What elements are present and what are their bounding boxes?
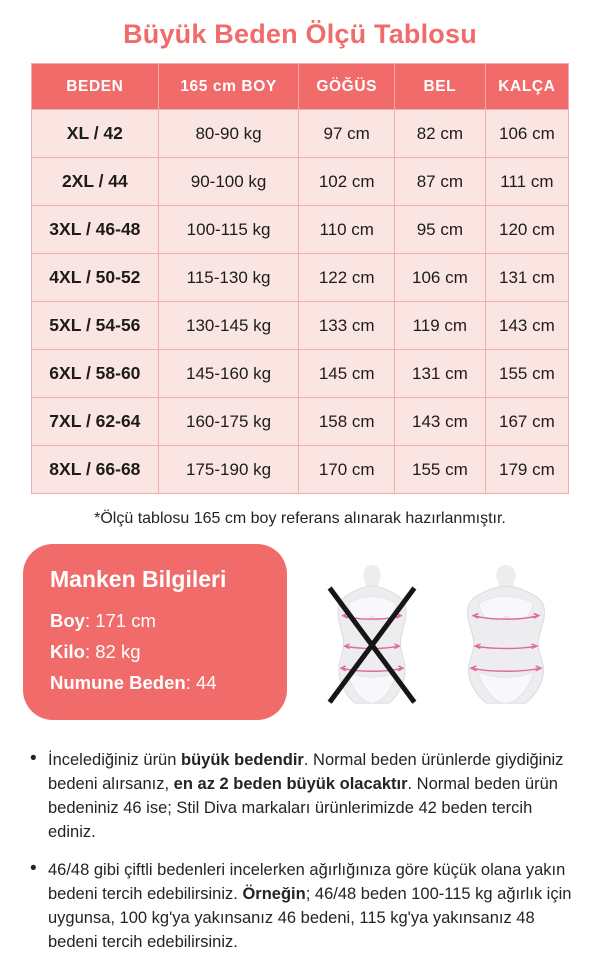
size-cell: 5XL / 54-56 — [32, 302, 159, 350]
column-header-kalca: KALÇA — [485, 64, 568, 110]
hip-cell: 131 cm — [485, 254, 568, 302]
weight-cell: 130-145 kg — [158, 302, 299, 350]
waist-cell: 95 cm — [394, 206, 485, 254]
table-row — [32, 302, 569, 350]
table-row — [32, 110, 569, 158]
table-row — [32, 254, 569, 302]
weight-cell: 90-100 kg — [158, 158, 299, 206]
waist-cell: 87 cm — [394, 158, 485, 206]
waist-cell: 143 cm — [394, 398, 485, 446]
weight-cell: 175-190 kg — [158, 446, 299, 494]
bust-cell: 122 cm — [299, 254, 395, 302]
hip-cell: 167 cm — [485, 398, 568, 446]
hip-cell: 155 cm — [485, 350, 568, 398]
note-item-double-sizes: • 46/48 gibi çiftli bedenleri incelerken ağırlığınıza göre küçük olana yakın bedeni tercih edebilirsiniz. Örneğin; 46/48 beden 100-115 kg ağırlık için uygunsa, 100 kg'ya yakınsanız 46 bedeni, 115 kg'ya yakınsanız 48 bedeni tercih edebilirsiniz. — [29, 858, 576, 954]
hip-cell: 143 cm — [485, 302, 568, 350]
hip-cell: 106 cm — [485, 110, 568, 158]
size-cell: XL / 42 — [32, 110, 159, 158]
bust-cell: 102 cm — [299, 158, 395, 206]
table-row — [32, 158, 569, 206]
body-silhouette — [337, 565, 405, 703]
waist-cell: 106 cm — [394, 254, 485, 302]
model-sample-size-line: Numune Beden: 44 — [50, 672, 217, 693]
table-row — [32, 398, 569, 446]
size-table — [31, 63, 569, 494]
bust-cell: 110 cm — [299, 206, 395, 254]
table-row — [32, 206, 569, 254]
waist-cell: 82 cm — [394, 110, 485, 158]
bust-cell: 170 cm — [299, 446, 395, 494]
bust-cell: 133 cm — [299, 302, 395, 350]
body-figure-illustrations — [287, 565, 590, 705]
size-cell: 4XL / 50-52 — [32, 254, 159, 302]
hip-cell: 179 cm — [485, 446, 568, 494]
bust-cell: 97 cm — [299, 110, 395, 158]
weight-cell: 100-115 kg — [158, 206, 299, 254]
waist-cell: 131 cm — [394, 350, 485, 398]
model-height-line: Boy: 171 cm — [50, 610, 156, 631]
plus-size-body-figure — [445, 565, 567, 705]
table-row — [32, 446, 569, 494]
size-cell: 3XL / 46-48 — [32, 206, 159, 254]
model-info-title: Manken Bilgileri — [50, 566, 227, 592]
model-weight-line: Kilo: 82 kg — [50, 641, 141, 662]
column-header-boy: 165 cm BOY — [158, 64, 299, 110]
column-header-bel: BEL — [394, 64, 485, 110]
model-info-section — [0, 544, 600, 720]
bust-cell: 145 cm — [299, 350, 395, 398]
weight-cell: 145-160 kg — [158, 350, 299, 398]
column-header-beden: BEDEN — [32, 64, 159, 110]
note-item-sizing: • İncelediğiniz ürün büyük bedendir. Normal beden ürünlerde giydiğiniz bedeni alırsanız, en az 2 beden büyük olacaktır. Normal beden ürün bedeniniz 46 ise; Stil Diva markaları ürünlerimizde 42 beden tercih ediniz. — [29, 748, 576, 844]
weight-cell: 160-175 kg — [158, 398, 299, 446]
size-cell: 2XL / 44 — [32, 158, 159, 206]
size-cell: 7XL / 62-64 — [32, 398, 159, 446]
table-row — [32, 350, 569, 398]
table-footnote: *Ölçü tablosu 165 cm boy referans alınarak hazırlanmıştır. — [94, 510, 506, 527]
column-header-gogus: GÖĞÜS — [299, 64, 395, 110]
notes-list — [29, 748, 576, 954]
page-title: Büyük Beden Ölçü Tablosu — [123, 19, 477, 49]
body-silhouette — [467, 565, 544, 703]
model-info-card — [23, 544, 287, 720]
size-cell: 6XL / 58-60 — [32, 350, 159, 398]
waist-cell: 119 cm — [394, 302, 485, 350]
waist-cell: 155 cm — [394, 446, 485, 494]
bust-cell: 158 cm — [299, 398, 395, 446]
normal-body-figure-crossed — [311, 565, 433, 705]
weight-cell: 115-130 kg — [158, 254, 299, 302]
table-header-row — [32, 64, 569, 110]
weight-cell: 80-90 kg — [158, 110, 299, 158]
size-cell: 8XL / 66-68 — [32, 446, 159, 494]
hip-cell: 111 cm — [485, 158, 568, 206]
hip-cell: 120 cm — [485, 206, 568, 254]
